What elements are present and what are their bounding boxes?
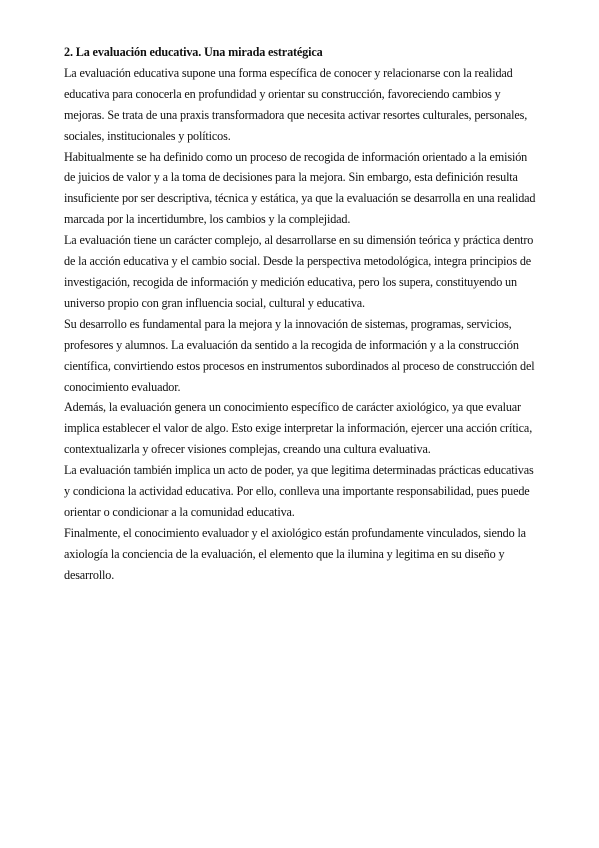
paragraph-6: La evaluación también implica un acto de poder, ya que legitima determinadas prácticas educativas y condiciona la actividad educativa. Por ello, conlleva una importante responsabilidad, pues puede orientar o condicionar a la comunidad educativa.	[64, 463, 534, 519]
paragraph-5: Además, la evaluación genera un conocimiento específico de carácter axiológico, ya que evaluar implica establecer el valor de algo. Esto exige interpretar la información, ejercer una acción crítica, contextualizarla y ofrecer visiones complejas, creando una cultura evaluativa.	[64, 400, 533, 457]
paragraph-1: La evaluación educativa supone una forma específica de conocer y relacionarse con la realidad educativa para conocerla en profundidad y orientar su construcción, favoreciendo cambios y mejoras. Se trata de una praxis transformadora que necesita activar resortes culturales, personales, sociales, institucionales y políticos.	[64, 65, 528, 143]
paragraph-3: La evaluación tiene un carácter complejo, al desarrollarse en su dimensión teórica y práctica dentro de la acción educativa y el cambio social. Desde la perspectiva metodológica, integra principios de investigación, recogida de información y medición educativa, pero los supera, constituyendo un universo propio con gran influencia social, cultural y educativa.	[64, 233, 534, 310]
section-heading: 2. La evaluación educativa. Una mirada estratégica	[64, 45, 323, 59]
document-body	[64, 42, 538, 586]
paragraph-2: Habitualmente se ha definido como un proceso de recogida de información orientado a la emisión de juicios de valor y a la toma de decisiones para la mejora. Sin embargo, esta definición resulta insuficiente por ser descriptiva, técnica y estática, ya que la evaluación se desarrolla en una realidad marcada por la incertidumbre, los cambios y la complejidad.	[64, 149, 536, 227]
paragraph-7: Finalmente, el conocimiento evaluador y el axiológico están profundamente vinculados, siendo la axiología la conciencia de la evaluación, el elemento que la ilumina y legitima en su diseño y desarrollo.	[64, 525, 526, 582]
paragraph-4: Su desarrollo es fundamental para la mejora y la innovación de sistemas, programas, servicios, profesores y alumnos. La evaluación da sentido a la recogida de información y a la construcción científica, convirtiendo estos procesos en instrumentos subordinados al proceso de construcción del conocimiento evaluador.	[64, 316, 535, 394]
